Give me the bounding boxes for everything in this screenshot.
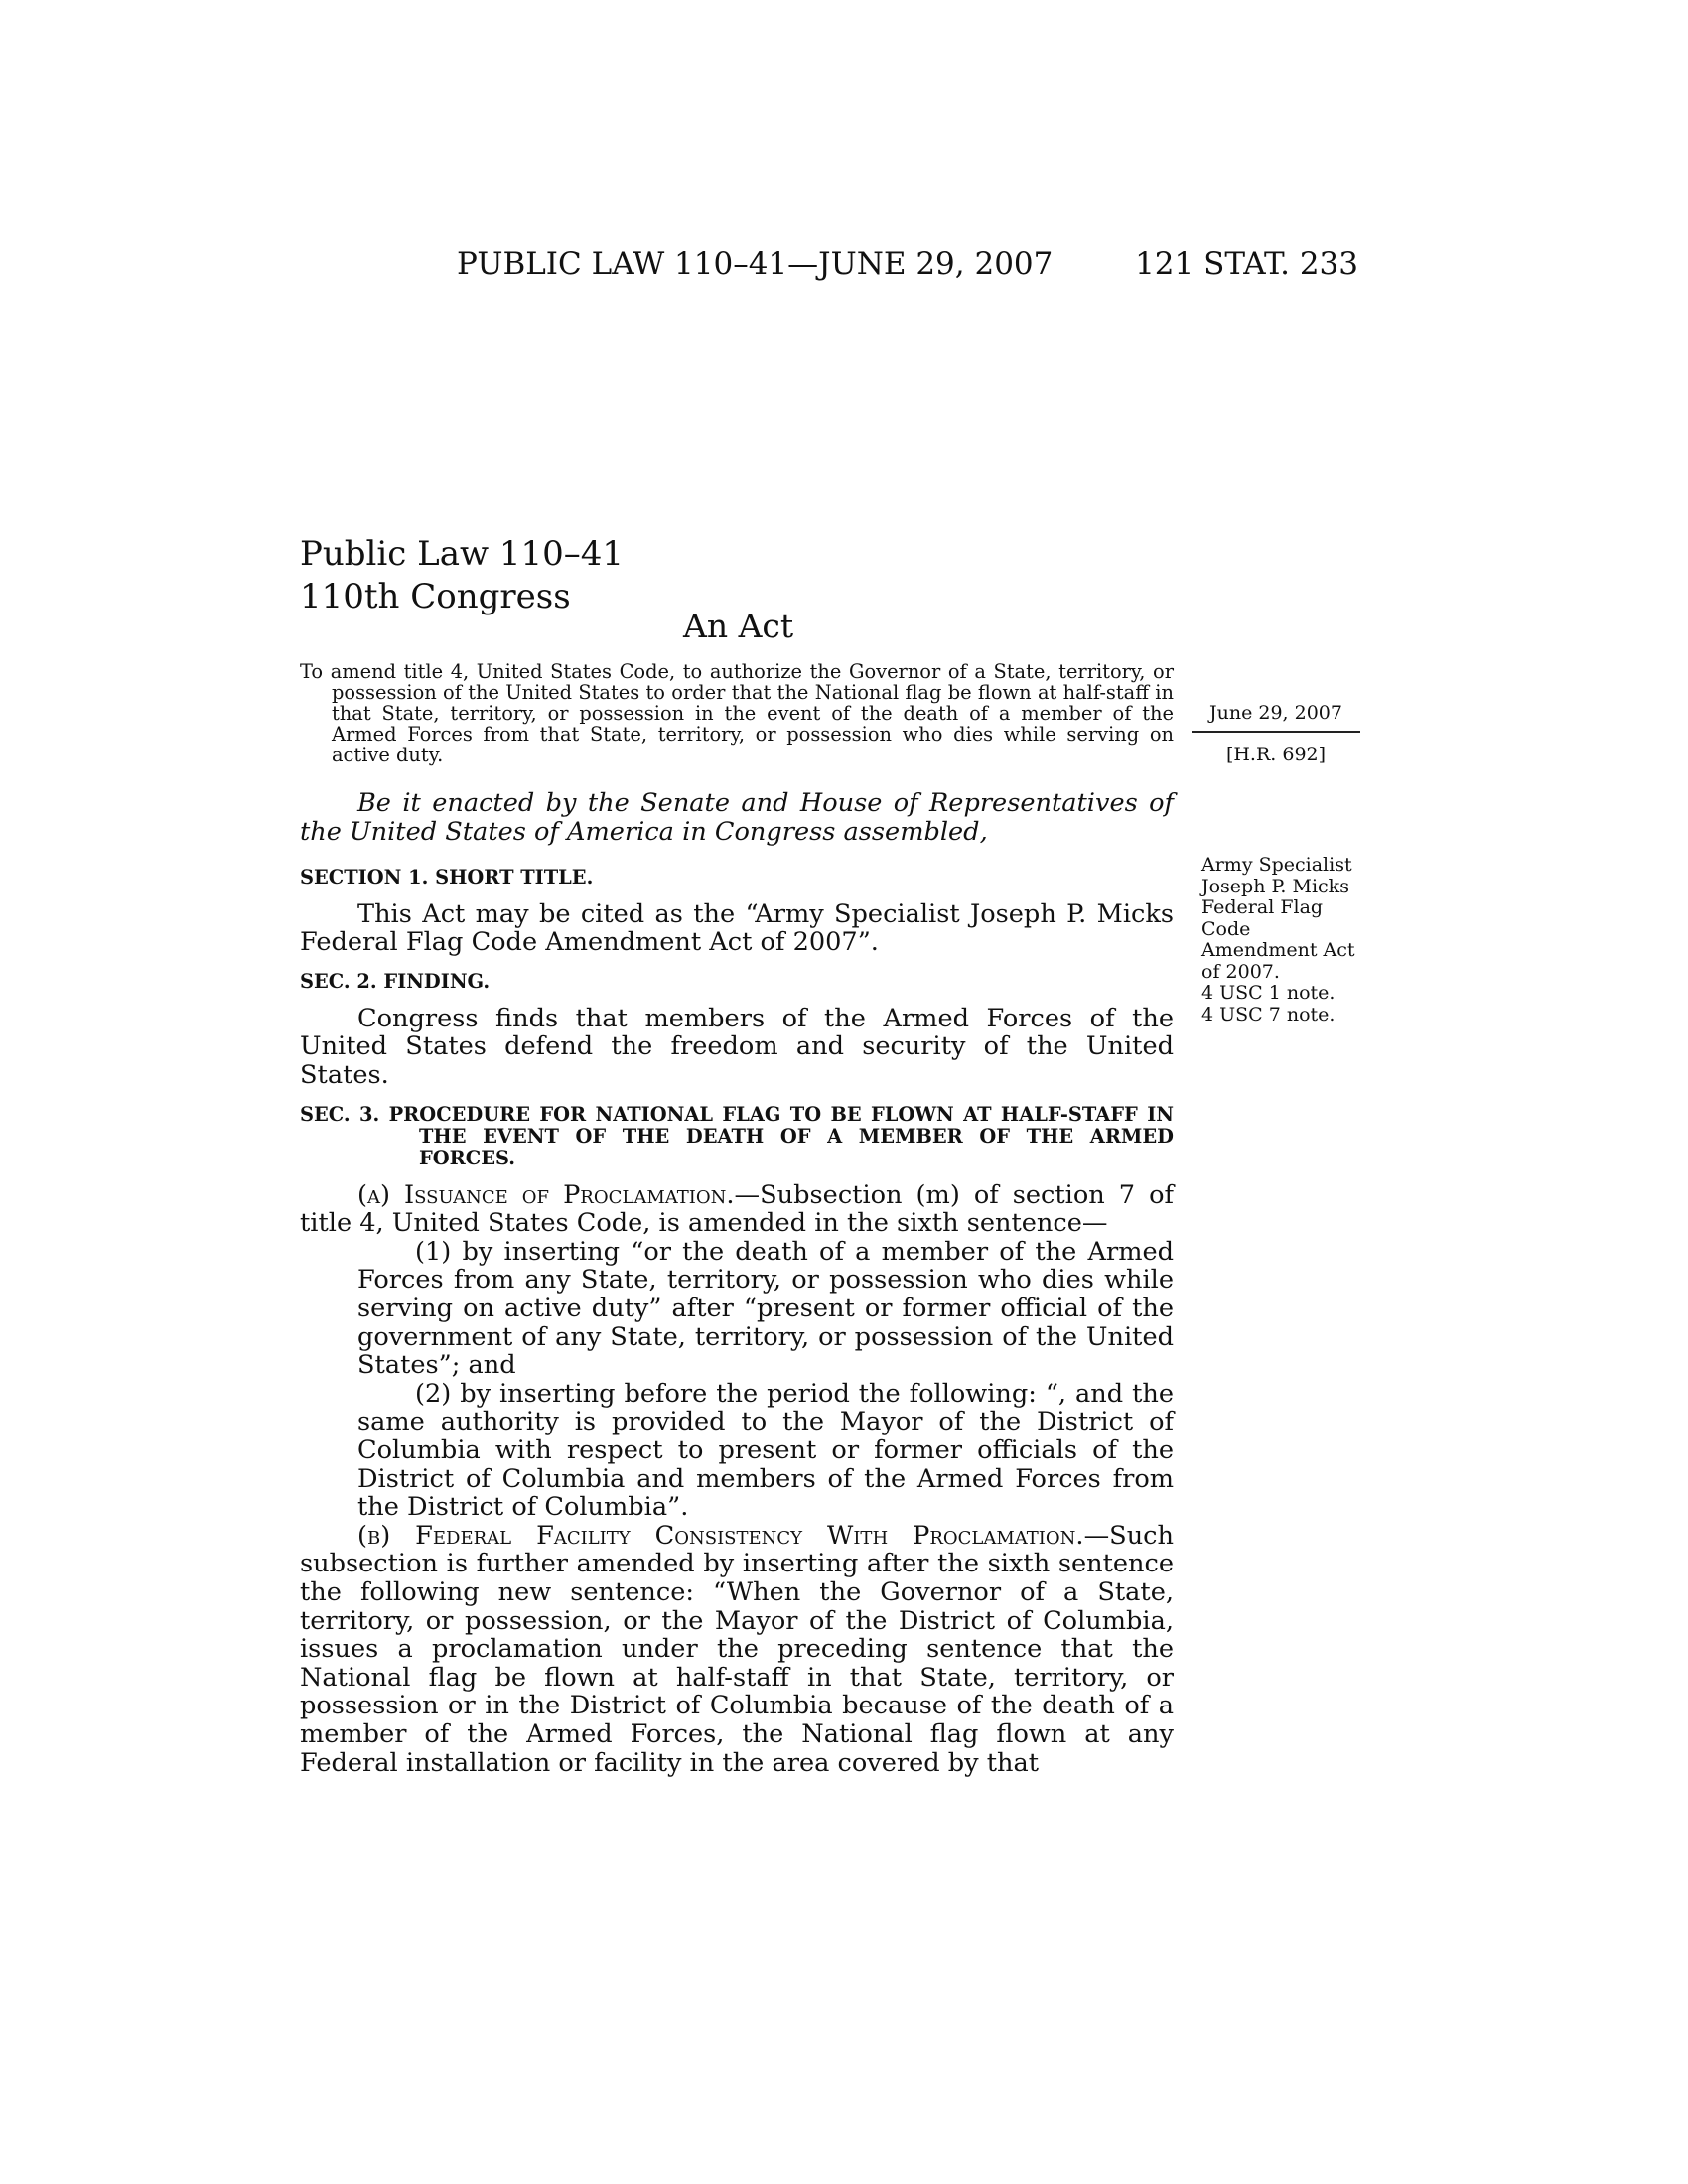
running-head-page-number: 121 STAT. 233 (1135, 246, 1358, 282)
congress-number: 110th Congress (300, 577, 571, 616)
section-1-text: This Act may be cited as the “Army Specialist Joseph P. Micks Federal Flag Code Amendment Act of 2007”. (300, 898, 1174, 958)
margin-note-line: of 2007. (1201, 960, 1280, 983)
enacting-clause: Be it enacted by the Senate and House of Representatives of the United States of America in Congress assembled, (300, 788, 1174, 848)
running-head (0, 246, 1688, 290)
margin-note-line: Army Specialist (1201, 854, 1352, 876)
section-2-heading: SEC. 2. FINDING. (300, 969, 491, 993)
paragraph-a1: (1) by inserting “or the death of a member of the Armed Forces from any State, territory, or possession who dies while serving on active duty” after “present or former official of the government of any State, territory, or possession of the United States”; and (357, 1236, 1174, 1381)
subsection-b (300, 1522, 1174, 1777)
margin-date-block (1192, 703, 1360, 765)
margin-note-line: Joseph P. Micks (1201, 875, 1349, 897)
law-number: Public Law 110–41 (300, 534, 625, 574)
margin-note-line: 4 USC 1 note. (1201, 982, 1336, 1004)
subsection-b-label: (b) Federal Facility Consistency With Proclamation. (357, 1520, 1084, 1551)
margin-note-line: 4 USC 7 note. (1201, 1003, 1336, 1025)
margin-short-title-note (1201, 855, 1360, 1025)
purpose-statement: To amend title 4, United States Code, to authorize the Governor of a State, territory, or possession of the United States to order that the National flag be flown at half-staff in that State, territory, or possession in the event of the death of a member of the Armed Forces from that State, territory, or possession who dies while serving on active duty. (300, 660, 1174, 767)
subsection-b-text: —Such subsection is further amended by inserting after the sixth sentence the following new sentence: “When the Governor of a State, territory, or possession, or the Mayor of the District of Columbia, issues a proclamation under the preceding sentence that the National flag be flown at half-staff in that State, territory, or possession or in the District of Columbia because of the death of a member of the Armed Forces, the National flag flown at any Federal installation or facility in the area covered by that (300, 1520, 1174, 1778)
section-1-heading: SECTION 1. SHORT TITLE. (300, 865, 594, 888)
act-body (300, 661, 1174, 1777)
margin-note-line: Code (1201, 917, 1251, 940)
subsection-a-text: —Subsection (m) of section 7 of title 4, United States Code, is amended in the sixth sentence— (300, 1179, 1174, 1239)
bill-number: [H.R. 692] (1225, 743, 1327, 765)
running-head-title: PUBLIC LAW 110–41—JUNE 29, 2007 (457, 246, 1054, 282)
enactment-date: June 29, 2007 (1192, 703, 1360, 733)
section-3-heading: SEC. 3. PROCEDURE FOR NATIONAL FLAG TO BE FLOWN AT HALF-STAFF IN THE EVENT OF THE DEATH OF A MEMBER OF THE ARMED FORCES. (300, 1102, 1174, 1169)
paragraph-a2: (2) by inserting before the period the following: “, and the same authority is provided to the Mayor of the District of Columbia with respect to present or former officials of the District of Columbia and members of the Armed Forces from the District of Columbia”. (357, 1378, 1174, 1523)
subsection-a (300, 1181, 1174, 1238)
margin-note-line: Federal Flag (1201, 896, 1324, 918)
section-2-text: Congress finds that members of the Armed Forces of the United States defend the freedom and security of the United States. (300, 1003, 1174, 1091)
law-identification (300, 533, 624, 618)
subsection-a-label: (a) Issuance of Proclamation. (357, 1179, 735, 1210)
act-heading: An Act (683, 607, 794, 645)
margin-note-line: Amendment Act (1201, 939, 1355, 961)
